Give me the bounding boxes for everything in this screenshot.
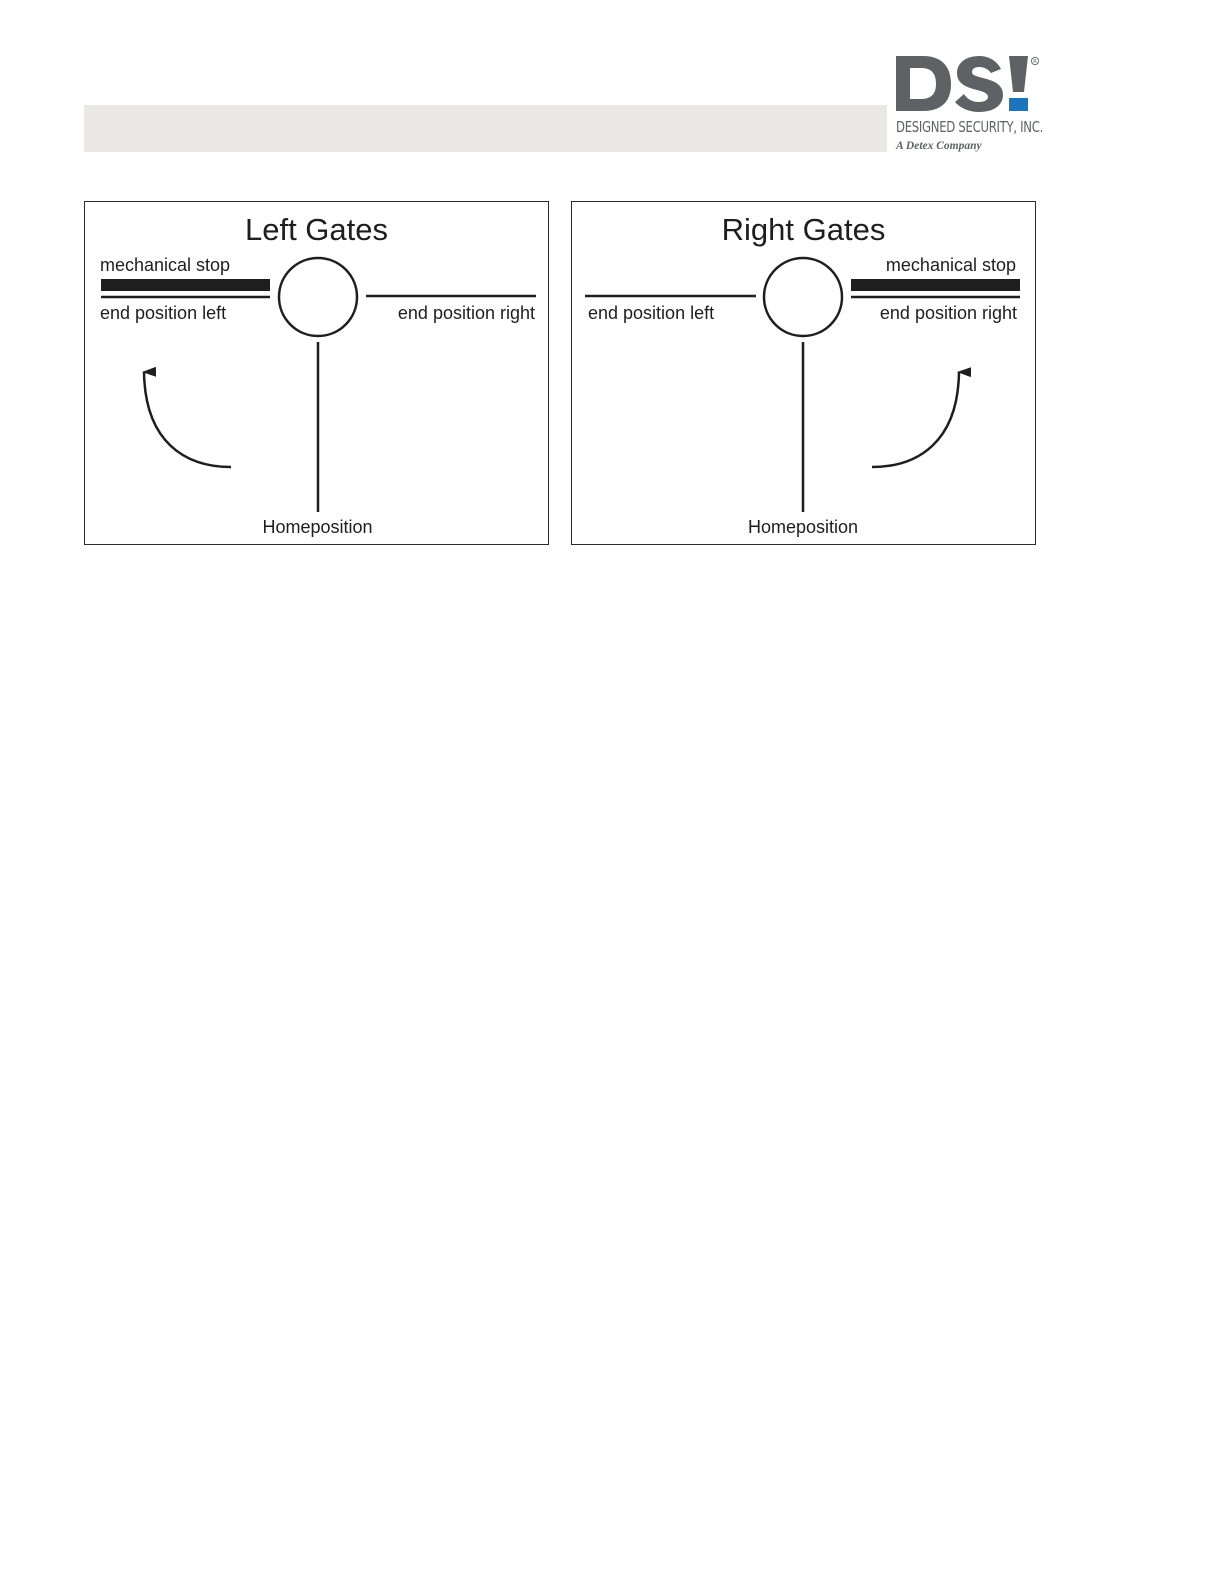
company-name: DESIGNED SECURITY, INC.	[896, 118, 1044, 136]
rotation-arrow	[144, 372, 231, 467]
header-bar	[84, 105, 887, 152]
home-position-label: Homeposition	[747, 517, 859, 537]
end-position-right-label: end position right	[879, 303, 1017, 323]
mechanical-stop-label: mechanical stop	[100, 255, 231, 275]
rotation-arrow	[872, 372, 959, 467]
diagram-title: Left Gates	[244, 212, 389, 247]
dsi-logo-mark	[893, 52, 1043, 118]
end-position-right-label: end position right	[397, 303, 535, 323]
company-logo	[893, 52, 1043, 158]
pivot-circle	[764, 258, 842, 336]
company-tagline: A Detex Company	[896, 140, 982, 152]
pivot-circle	[279, 258, 357, 336]
mechanical-stop-bar	[851, 279, 1020, 291]
right-gates-drawing	[572, 202, 1037, 546]
end-position-left-label: end position left	[588, 303, 715, 323]
svg-text:R: R	[1033, 59, 1037, 66]
left-gates-diagram	[84, 201, 549, 545]
mechanical-stop-bar	[101, 279, 270, 291]
home-position-label: Homeposition	[262, 517, 373, 537]
mechanical-stop-label: mechanical stop	[885, 255, 1016, 275]
left-gates-drawing	[85, 202, 550, 546]
right-gates-diagram	[571, 201, 1036, 545]
end-position-left-label: end position left	[100, 303, 227, 323]
diagram-title: Right Gates	[721, 212, 886, 247]
